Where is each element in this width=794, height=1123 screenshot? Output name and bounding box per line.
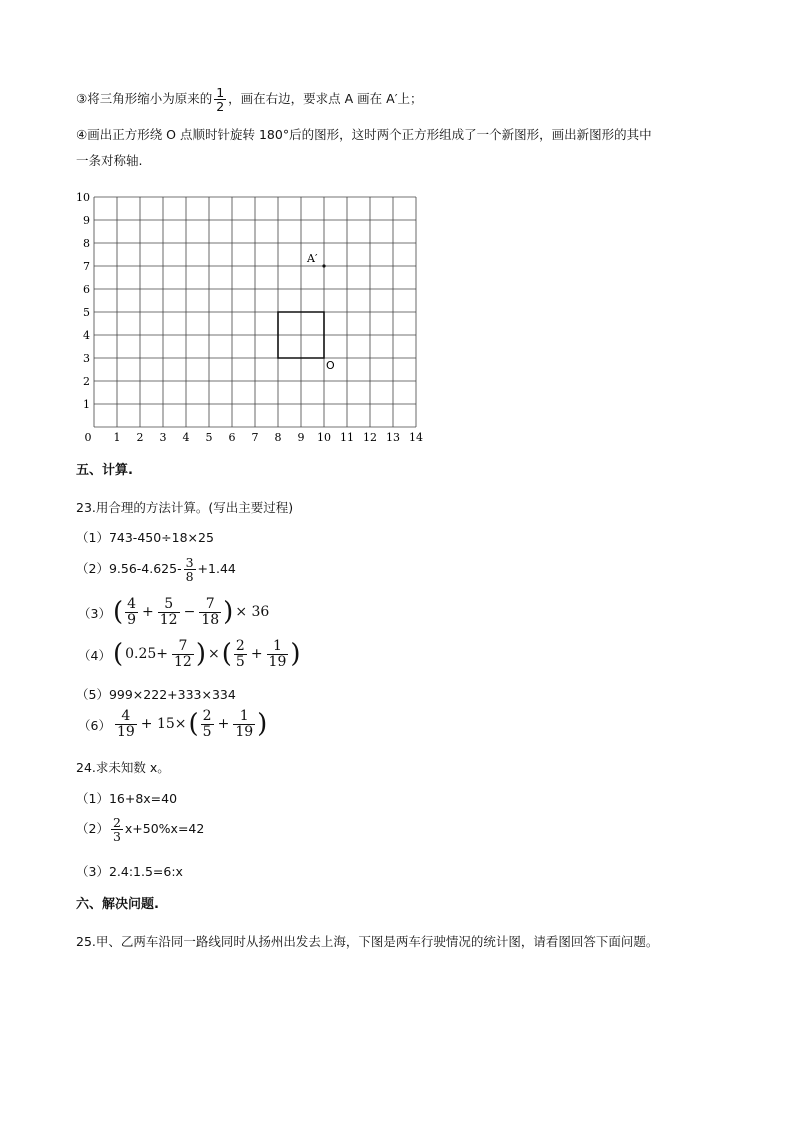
y-tick-label: 3	[83, 352, 90, 365]
y-tick-label: 5	[83, 306, 90, 319]
q23-part2	[76, 556, 236, 583]
x-tick-label: 1	[113, 431, 121, 444]
section6-title: 六、解决问题.	[76, 897, 159, 912]
q23-part1: （1）743-450÷18×25	[76, 530, 214, 545]
q24-part2-fraction: $\frac{2}{3}$	[112, 815, 121, 845]
q23-part2-fraction: $\frac{3}{8}$	[185, 555, 194, 585]
x-tick-label: 12	[363, 431, 377, 444]
y-tick-label: 8	[83, 237, 90, 250]
x-tick-label: 9	[297, 431, 305, 444]
point-o-label: O	[326, 359, 335, 372]
q24-part2-label: （2）	[76, 821, 109, 837]
q23-part6: （6） $\frac{4}{19}$ + 15×( $\frac{2}{5}$ + $\frac{1}{19}$ )	[78, 708, 268, 740]
x-tick-label: 14	[409, 431, 423, 444]
q23-part4-label: （4）	[78, 647, 111, 663]
x-tick-label: 0	[84, 431, 92, 444]
x-tick-label: 8	[274, 431, 282, 444]
grid-lines	[94, 197, 416, 427]
x-tick-label: 11	[340, 431, 354, 444]
x-tick-label: 2	[136, 431, 144, 444]
x-tick-label: 6	[228, 431, 236, 444]
q23-part2-a: 9.56-4.625-	[108, 561, 182, 577]
point-a-prime-label: A′	[307, 252, 318, 265]
q23-part2-label: （2）	[76, 561, 109, 577]
point-a-prime	[322, 264, 325, 267]
item3-prefix: ③将三角形缩小为原来的	[76, 91, 213, 107]
section5-title: 五、计算.	[76, 463, 133, 478]
x-tick-label: 13	[386, 431, 400, 444]
q24-part1: （1）16+8x=40	[76, 791, 178, 806]
q24-part3: （3）2.4:1.5=6:x	[76, 864, 183, 879]
q23-part6-label: （6）	[78, 717, 111, 733]
x-tick-label: 3	[159, 431, 167, 444]
q24-part2-tail: x+50%x=42	[124, 821, 205, 837]
item3-line	[76, 86, 423, 113]
y-tick-label: 1	[83, 398, 90, 411]
y-tick-label: 9	[83, 214, 90, 227]
y-tick-label: 7	[83, 260, 90, 273]
x-tick-label: 4	[182, 431, 190, 444]
item3-suffix: ，画在右边，要求点 A 画在 A′上；	[228, 91, 423, 107]
q23-part2-b: +1.44	[197, 561, 236, 577]
item4-line2: 一条对称轴.	[76, 153, 143, 168]
q23-part3: （3）( $\frac{4}{9}$ + $\frac{5}{12}$ − $\frac{7}{18}$ ) × 36	[78, 596, 270, 628]
y-tick-label: 10	[76, 191, 90, 204]
q24-title: 24.求未知数 x。	[76, 760, 170, 775]
x-tick-label: 7	[251, 431, 259, 444]
item3-fraction: $\frac{1}{2}$	[216, 85, 225, 115]
x-axis-ticks	[85, 431, 424, 444]
y-tick-label: 4	[83, 329, 90, 342]
item4-line1: ④画出正方形绕 O 点顺时针旋转 180°后的图形，这时两个正方形组成了一个新图形，画出新图形的其中	[76, 127, 652, 142]
y-tick-label: 6	[83, 283, 90, 296]
x-tick-label: 5	[205, 431, 213, 444]
q23-part4: （4）( 0.25+ $\frac{7}{12}$ ) ×( $\frac{2}{5}$ + $\frac{1}{19}$ )	[78, 638, 301, 670]
y-tick-label: 2	[83, 375, 90, 388]
q23-part3-label: （3）	[78, 605, 111, 621]
x-tick-label: 10	[317, 431, 331, 444]
q25-text: 25.甲、乙两车沿同一路线同时从扬州出发去上海，下图是两车行驶情况的统计图，请看图回答下面问题。	[76, 934, 659, 949]
q24-part2	[76, 816, 204, 843]
y-axis-ticks	[76, 191, 90, 411]
q23-part5: （5）999×222+333×334	[76, 687, 236, 702]
coordinate-grid	[70, 185, 430, 450]
q23-title: 23.用合理的方法计算。(写出主要过程)	[76, 500, 294, 515]
